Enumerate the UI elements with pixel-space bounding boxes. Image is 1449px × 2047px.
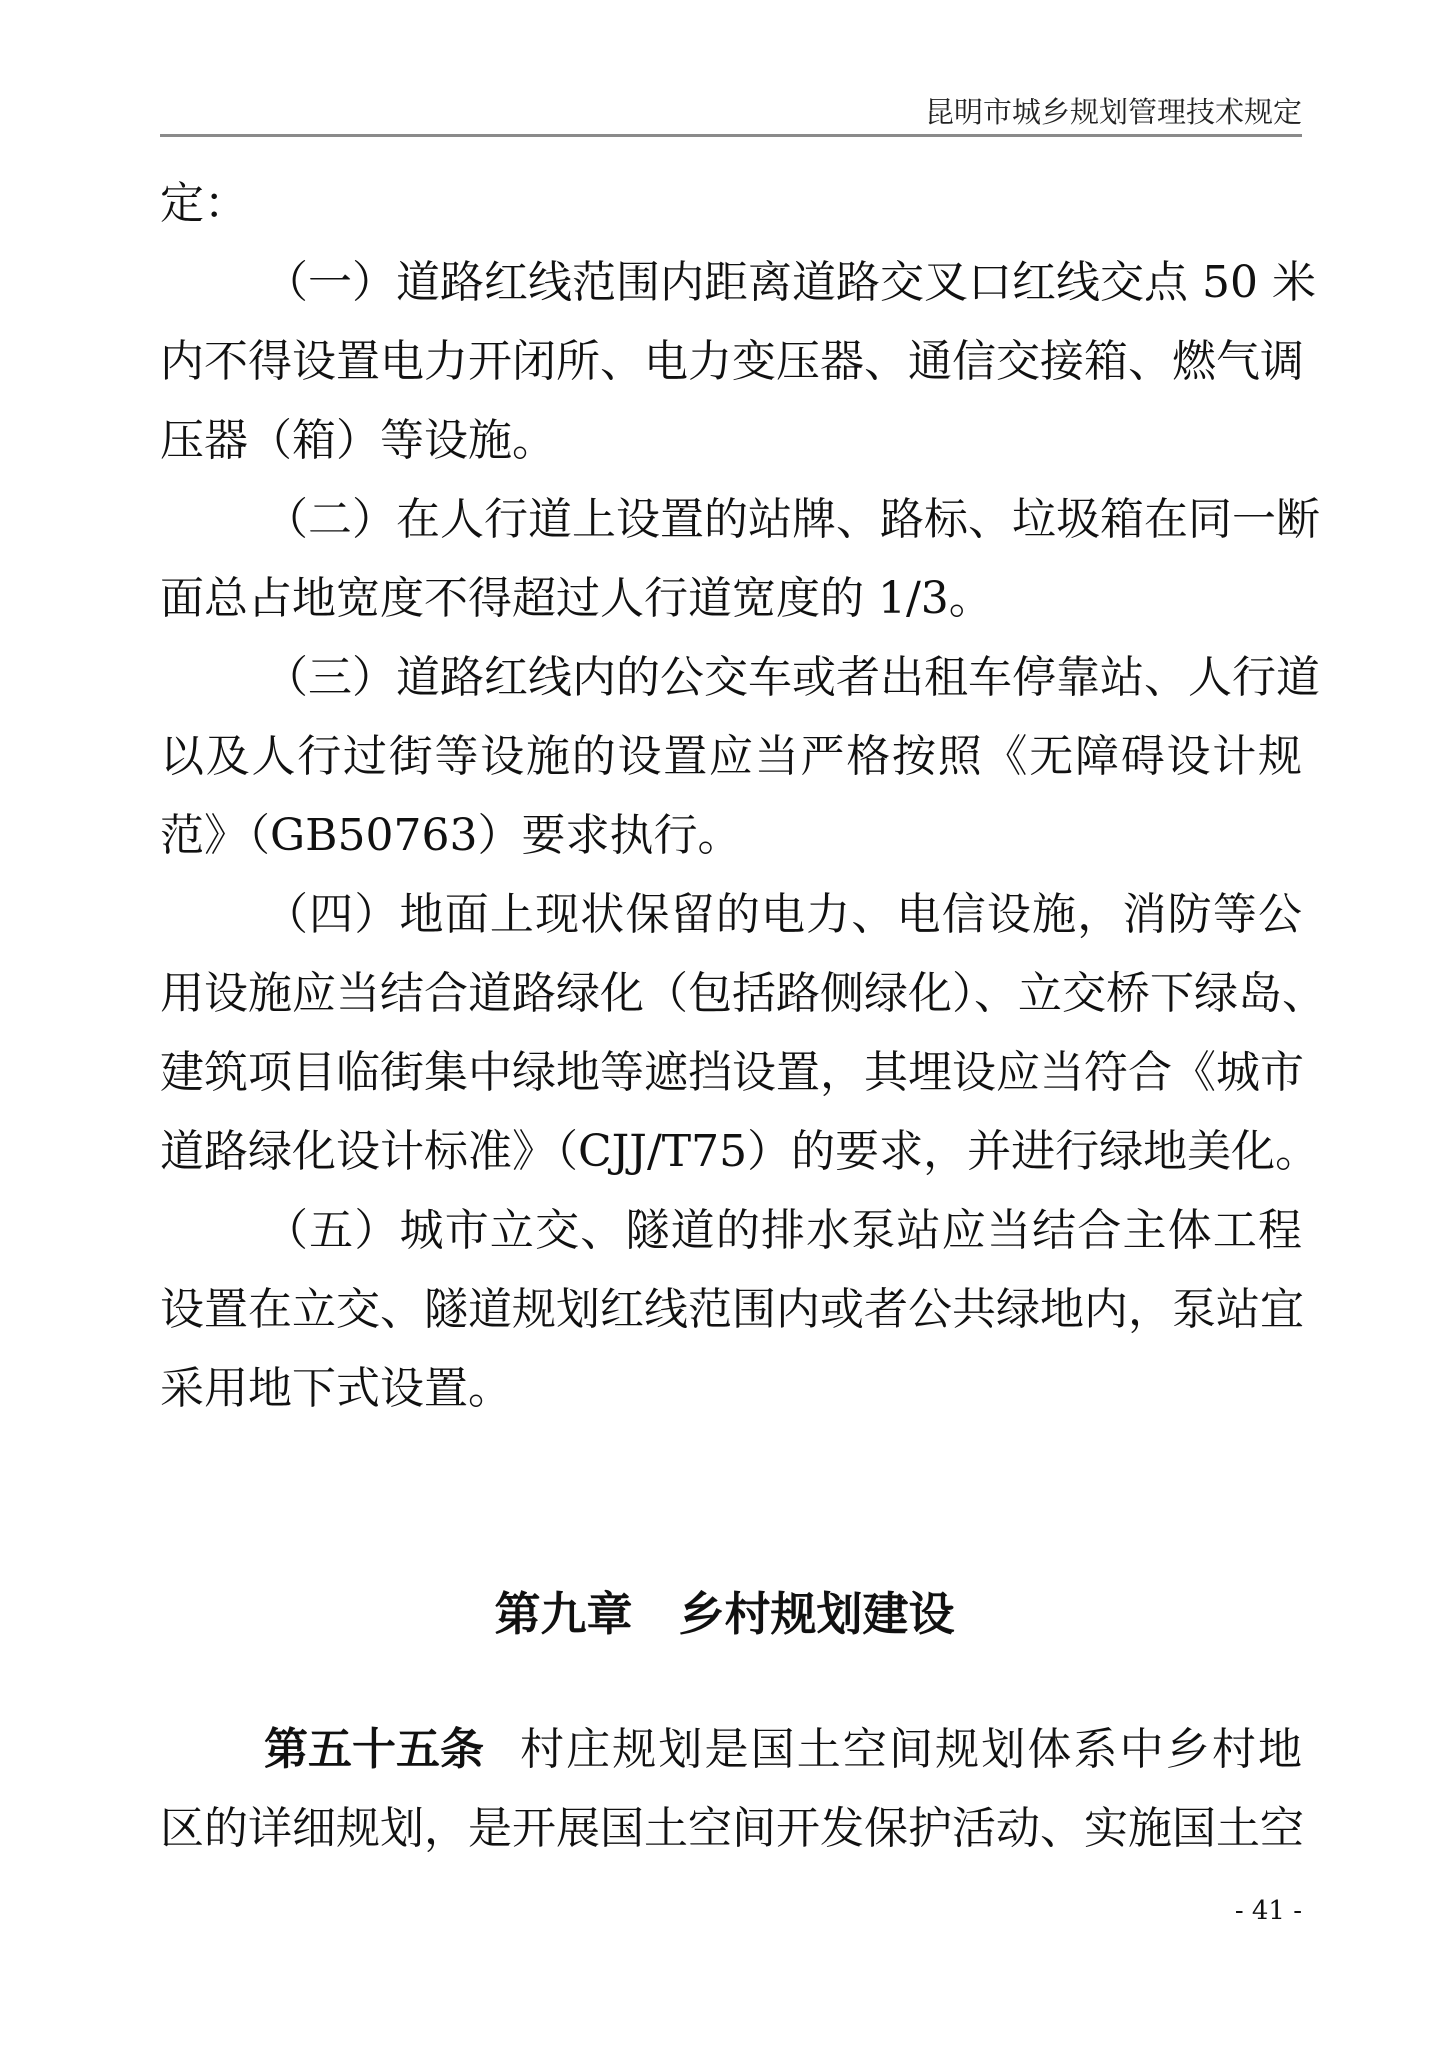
paragraph-line: 内不得设置电力开闭所、电力变压器、通信交接箱、燃气调: [160, 336, 1304, 387]
article-label: 第五十五条: [264, 1724, 484, 1775]
paragraph-line: 设置在立交、隧道规划红线范围内或者公共绿地内，泵站宜: [160, 1284, 1304, 1335]
header-divider: [160, 134, 1302, 137]
paragraph-line: 用设施应当结合道路绿化（包括路侧绿化）、立交桥下绿岛、: [160, 968, 1326, 1019]
paragraph-line: 面总占地宽度不得超过人行道宽度的 1/3。: [160, 573, 993, 624]
paragraph-line: 区的详细规划，是开展国土空间开发保护活动、实施国土空: [160, 1803, 1304, 1854]
chapter-heading: 第九章 乡村规划建设: [494, 1587, 955, 1641]
paragraph-line: 定：: [160, 178, 248, 229]
paragraph-line: （五）城市立交、隧道的排水泵站应当结合主体工程: [264, 1205, 1302, 1256]
paragraph-line: （三）道路红线内的公交车或者出租车停靠站、人行道: [264, 652, 1320, 703]
paragraph-line: （一）道路红线范围内距离道路交叉口红线交点 50 米: [264, 257, 1316, 308]
paragraph-line: （二）在人行道上设置的站牌、路标、垃圾箱在同一断: [264, 494, 1320, 545]
article-first-line: [264, 1722, 1302, 1778]
paragraph-line: 范》（GB50763）要求执行。: [160, 810, 742, 861]
paragraph-line: 建筑项目临街集中绿地等遮挡设置，其埋设应当符合《城市: [160, 1047, 1304, 1098]
paragraph-line: 压器（箱）等设施。: [160, 415, 556, 466]
paragraph-line: 道路绿化设计标准》（CJJ/T75）的要求，并进行绿地美化。: [160, 1126, 1320, 1177]
paragraph-line: （四）地面上现状保留的电力、电信设施，消防等公: [264, 889, 1302, 940]
page-number: - 41 -: [1234, 1896, 1302, 1926]
paragraph-line: 以及人行过街等设施的设置应当严格按照《无障碍设计规: [160, 731, 1302, 782]
running-header-title: 昆明市城乡规划管理技术规定: [924, 95, 1302, 129]
paragraph-line: 采用地下式设置。: [160, 1363, 512, 1414]
article-text: 村庄规划是国土空间规划体系中乡村地: [520, 1724, 1302, 1775]
